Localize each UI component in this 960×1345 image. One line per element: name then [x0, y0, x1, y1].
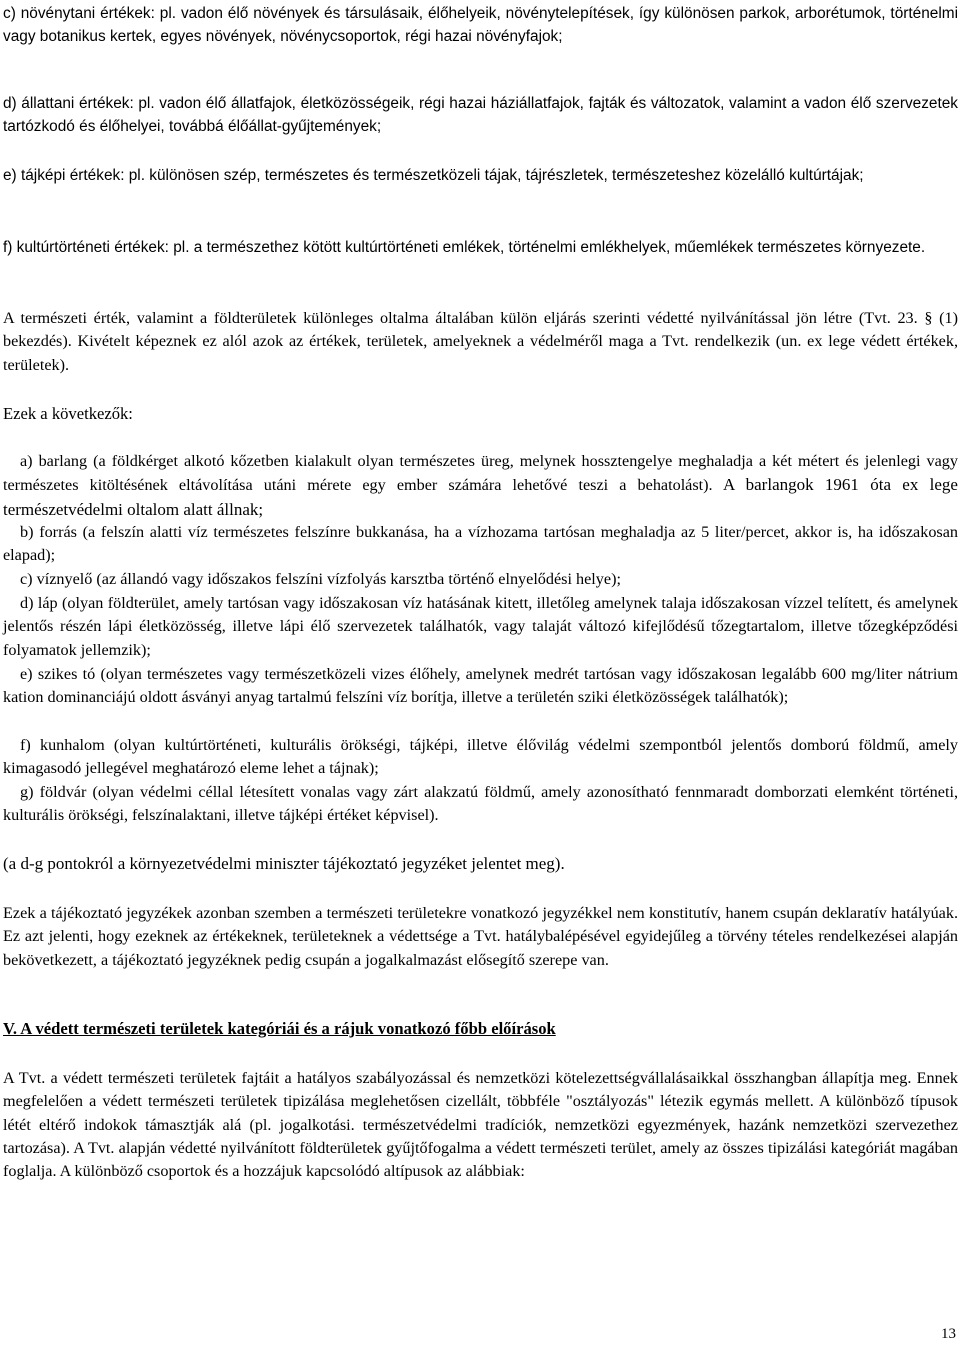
list-item-cave-protection: A barlangok 1961 óta ex lege természetvédelmi oltalom alatt állnak; — [3, 475, 958, 519]
list-item-bog: d) láp (olyan földterület, amely tartósan vagy időszakosan víz hatásának kitett, illetőleg amelynek talaja időszakosan vízzel telített, és amelynek jelentős részén lápi életközösség, illetve lápi élő szervezetek találhatók, vagy talaját változó kifejlődésű tőzegtartalom, illetve tőzegképződési folyamatok jellemzik); — [3, 594, 958, 659]
list-item-cave-definition: a) barlang (a földkérget alkotó kőzetben kialakult olyan természetes üreg, melynek hossztengelye meghaladja a két métert és jelenlegi vagy természetes kitöltésének eltávolítása utáni mérete egy ember számára lehetővé teszi a behatolást). — [3, 452, 958, 495]
list-intro: Ezek a következők: — [3, 404, 133, 423]
paragraph-natural-value-protection: A természeti érték, valamint a földterületek különleges oltalma általában külön eljárás szerinti védetté nyilvánítással jön létre (Tvt. 23. § (1) bekezdés). Kivételt képeznek ez alól azok az értékek, területek, amelyeknek a védelméről maga a Tvt. rendelkezik (un. ex lege védett értékek, területek). — [3, 309, 958, 374]
paragraph-minister-note: (a d-g pontokról a környezetvédelmi miniszter tájékoztató jegyzéket jelentet meg). — [3, 854, 565, 873]
list-item-earthwork: g) földvár (olyan védelmi céllal létesített vonalas vagy zárt alakzatú földmű, amely azonosítható fennmaradt domborzati elemként történeti, kulturális örökségi, felszínalaktani, illetve tájképi értéket képvisel). — [3, 783, 958, 825]
list-item-kurgan: f) kunhalom (olyan kultúrtörténeti, kulturális örökségi, tájképi, illetve élővilág védelmi szempontból jelentős domború földmű, amely kimagasodó jellegével meghatározó eleme lehet a tájnak); — [3, 736, 958, 778]
paragraph-landscape-values: e) tájképi értékek: pl. különösen szép, természetes és természetközeli tájak, tájrészletek, természeteshez közelálló kultúrtájak; — [3, 167, 864, 184]
list-item-salt-lake: e) szikes tó (olyan természetes vagy természetközeli vizes élőhely, amelynek medrét tartósan vagy időszakosan legalább 600 mg/liter nátrium kation dominanciájú oldott ásványi anyag tartalmú felszíni víz borítja, illetve a területén sziki életközösségek találhatók); — [3, 665, 958, 707]
list-item-sinkhole: c) víznyelő (az állandó vagy időszakos felszíni vízfolyás karsztba történő elnyelődési helye); — [20, 570, 621, 588]
list-item-cave — [3, 450, 958, 522]
section-heading: V. A védett természeti területek kategóriái és a rájuk vonatkozó főbb előírások — [3, 1019, 556, 1038]
paragraph-informative-lists: Ezek a tájékoztató jegyzékek azonban szemben a természeti területekre vonatkozó jegyzékkel nem konstitutív, hanem csupán deklaratív hatályúak. Ez azt jelenti, hogy ezeknek az értékeknek, területeknek a védettsége a Tvt. hatálybalépésével egyidejűleg a törvény tételes rendelkezései alapján bekövetkezett, a tájékoztató jegyzéknek pedig csupán a jogalkalmazást elősegítő szerepe van. — [3, 904, 958, 969]
paragraph-botanical-values: c) növénytani értékek: pl. vadon élő növények és társulásaik, élőhelyeik, növénytelepítések, így különösen parkok, arborétumok, történelmi vagy botanikus kertek, egyes növények, növénycsoportok, régi hazai növényfajok; — [3, 5, 958, 46]
paragraph-protected-areas-categories: A Tvt. a védett természeti területek fajtáit a hatályos szabályozással és nemzetközi kötelezettségvállalásaikkal összhangban állapítja meg. Ennek megfelelően a védett természeti területek tipizálása meglehetősen cizellált, többféle "osztályozás" létezik egymás mellett. A különböző típusok létét eltérő indokok támasztják alá (pl. jogalkotási. természetvédelmi tradíciók, nemzetközi egyezmények, hazánk nemzetközi szervezethez tartozása). A Tvt. alapján védetté nyilvánított földterületek gyűjtőfogalma a védett természeti terület, amely az összes tipizálási kategóriát magában foglalja. A különböző csoportok és a hozzájuk kapcsolódó altípusok az alábbiak: — [3, 1069, 958, 1181]
page-number: 13 — [941, 1326, 956, 1342]
paragraph-zoological-values: d) állattani értékek: pl. vadon élő állatfajok, életközösségeik, régi hazai háziállatfajok, fajták és változatok, valamint a vadon élő szervezetek tartózkodó és élőhelyei, továbbá élőállat-gyűjtemények; — [3, 95, 958, 136]
paragraph-cultural-values: f) kultúrtörténeti értékek: pl. a természethez kötött kultúrtörténeti emlékek, történelmi emlékhelyek, műemlékek természetes környezete. — [3, 239, 926, 256]
list-item-spring: b) forrás (a felszín alatti víz természetes felszínre bukkanása, ha a vízhozama tartósan meghaladja az 5 liter/percet, akkor is, ha időszakosan elapad); — [3, 523, 958, 565]
